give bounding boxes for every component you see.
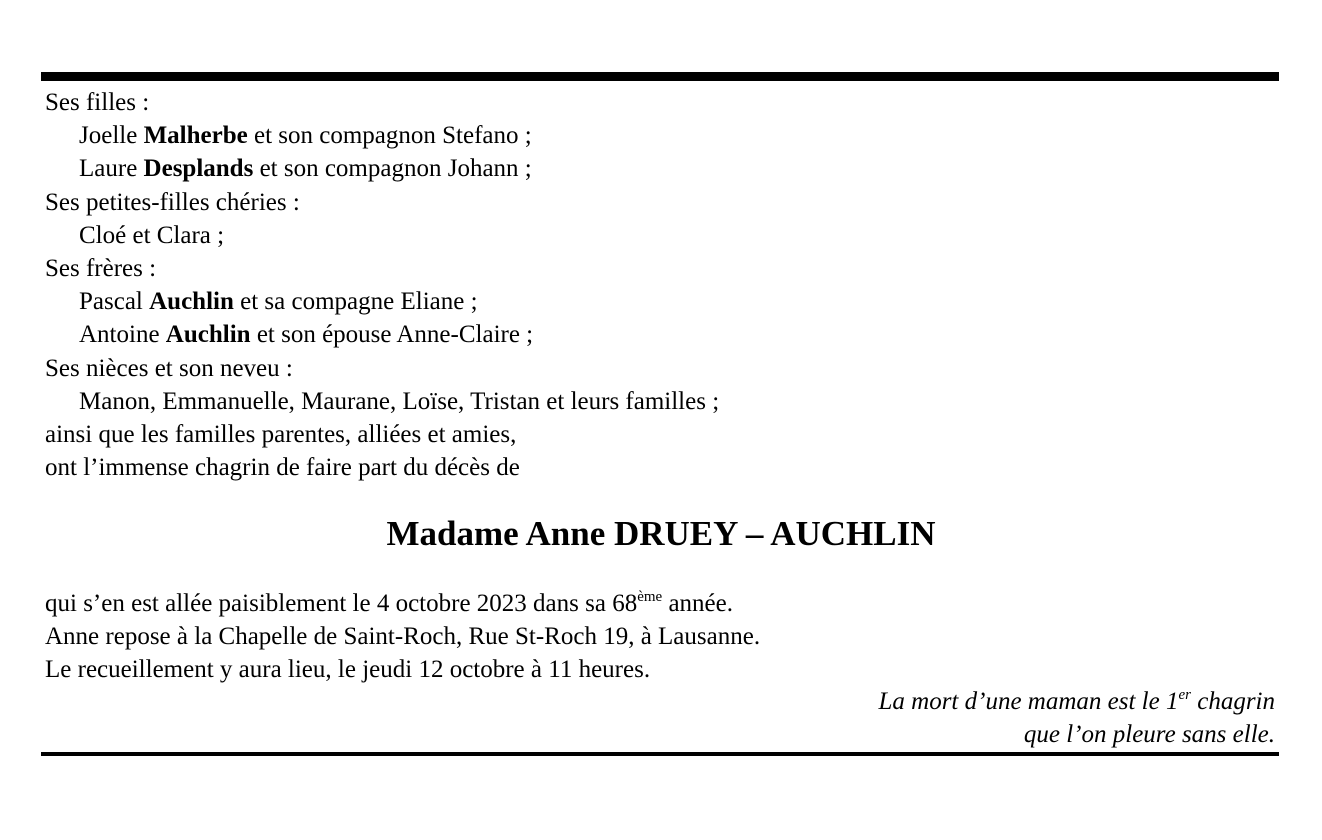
daughters-heading: Ses filles : <box>45 89 150 116</box>
brother-1: Pascal Auchlin et sa compagne Eliane ; <box>79 288 478 316</box>
bottom-rule <box>41 752 1279 756</box>
brothers-heading: Ses frères : <box>45 254 157 282</box>
family-list <box>45 86 1275 484</box>
quote-line-2: que l’on pleure sans elle. <box>1023 721 1275 748</box>
gathering-line: Le recueillement y aura lieu, le jeudi 12 octobre à 11 heures. <box>45 656 651 684</box>
deceased-name: Madame Anne DRUEY – AUCHLIN <box>386 514 936 553</box>
brother-2: Antoine Auchlin et son épouse Anne-Claire ; <box>79 321 534 349</box>
chapel-line: Anne repose à la Chapelle de Saint-Roch, Rue St-Roch 19, à Lausanne. <box>45 623 761 651</box>
top-rule <box>41 72 1279 81</box>
nieces-heading: Ses nièces et son neveu : <box>45 354 293 382</box>
daughter-1: Joelle Malherbe et son compagnon Stefano ; <box>79 122 532 150</box>
granddaughters: Cloé et Clara ; <box>79 221 225 249</box>
details <box>45 587 1275 687</box>
relatives-line: ainsi que les familles parentes, alliées et amies, <box>45 420 517 448</box>
nieces: Manon, Emmanuelle, Maurane, Loïse, Tristan et leurs familles ; <box>79 387 720 415</box>
quote <box>878 685 1275 751</box>
quote-line-1: La mort d’une maman est le 1er chagrin <box>878 687 1275 715</box>
passing-line: qui s’en est allée paisiblement le 4 octobre 2023 dans sa 68ème année. <box>45 589 733 617</box>
daughter-2: Laure Desplands et son compagnon Johann ; <box>79 155 532 183</box>
announcement-line: ont l’immense chagrin de faire part du décès de <box>45 454 520 482</box>
granddaughters-heading: Ses petites-filles chéries : <box>45 188 300 216</box>
